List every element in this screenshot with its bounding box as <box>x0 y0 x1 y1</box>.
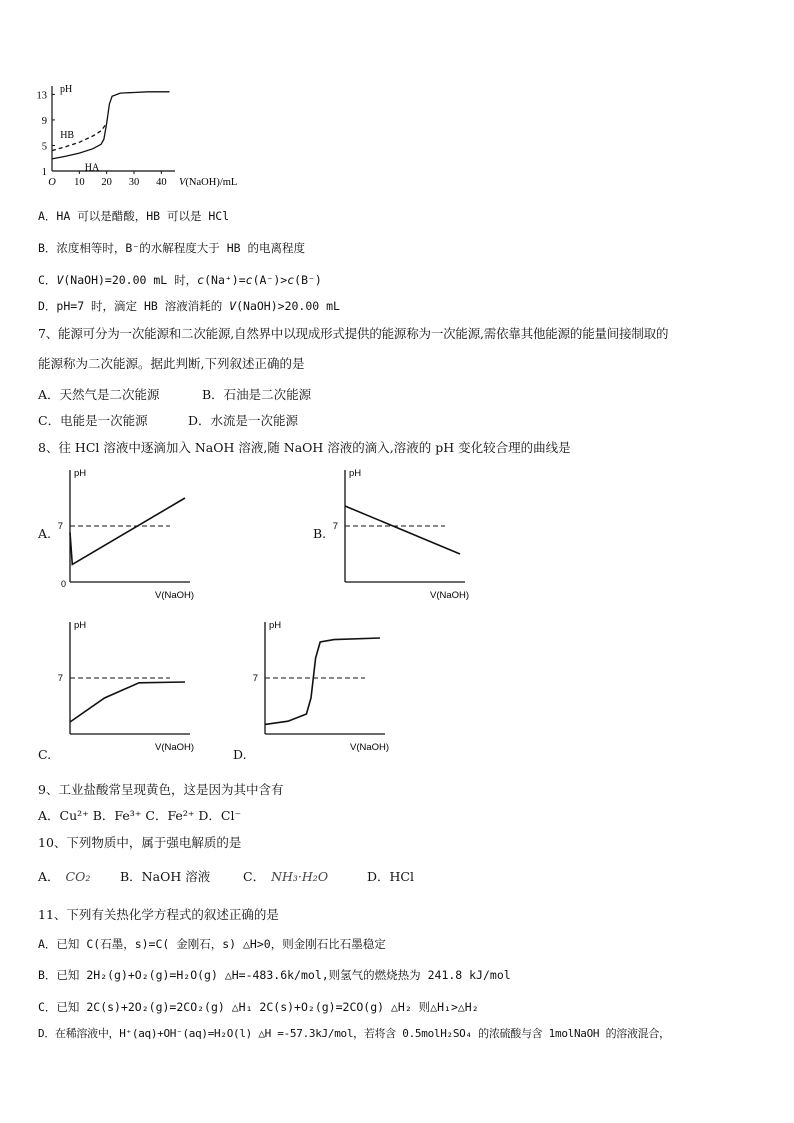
q6-option-c: C．V(NaOH)=20.00 mL 时，c(Na⁺)=c(A⁻)>c(B⁻) <box>38 273 322 287</box>
q8-label-d: D. <box>233 747 247 762</box>
q10-option-b: B．NaOH 溶液 <box>120 869 211 884</box>
series-ha-line <box>52 92 170 159</box>
x-tick-label: O <box>48 177 56 188</box>
q8-label-c: C. <box>38 747 52 762</box>
graph-b <box>330 460 480 605</box>
q10-option-a: A． CO₂ <box>38 869 91 884</box>
ph-curve <box>70 682 185 722</box>
q11-stem: 11、下列有关热化学方程式的叙述正确的是 <box>38 907 279 922</box>
y-axis-label: pH <box>349 468 362 479</box>
x-tick-label: 20 <box>101 177 112 188</box>
x-tick-label: 40 <box>156 177 167 188</box>
series-hb-label: HB <box>60 129 75 141</box>
y-axis-label: pH <box>74 468 87 479</box>
q11-option-a: A．已知 C(石墨，s)=C( 金刚石，s) △H>0，则金刚石比石墨稳定 <box>38 937 386 951</box>
q8-label-b: B. <box>313 526 327 541</box>
q11-option-b: B．已知 2H₂(g)+O₂(g)=H₂O(g) △H=-483.6k/mol,则氢气的燃烧热为 241.8 kJ/mol <box>38 968 511 982</box>
q10-option-c: C． NH₃·H₂O <box>243 869 329 884</box>
x-tick-label: 30 <box>128 177 140 188</box>
q6-option-a: A．HA 可以是醋酸，HB 可以是 HCl <box>38 209 230 223</box>
ph7-label: 7 <box>57 673 63 684</box>
q7-stem-line1: 7、能源可分为一次能源和二次能源,自然界中以现成形式提供的能源称为一次能源,需依靠其他能源的能量间接制取的 <box>38 326 669 341</box>
q11-option-d: D．在稀溶液中，H⁺(aq)+OH⁻(aq)=H₂O(l) △H =-57.3kJ/mol，若将含 0.5molH₂SO₄ 的浓硫酸与含 1molNaOH 的溶液混合， <box>38 1027 670 1040</box>
q11-option-c: C．已知 2C(s)+2O₂(g)=2CO₂(g) △H₁ 2C(s)+O₂(g)=2CO(g) △H₂ 则△H₁>△H₂ <box>38 1000 479 1014</box>
origin-label: 0 <box>60 579 66 589</box>
ph7-label: 7 <box>57 521 63 532</box>
x-axis-label: V(NaOH) <box>350 742 390 753</box>
q6-option-d: D．pH=7 时，滴定 HB 溶液消耗的 V(NaOH)>20.00 mL <box>38 299 340 313</box>
q10-option-d: D．HCl <box>367 869 414 884</box>
ph-curve <box>345 506 460 554</box>
x-tick-label: 10 <box>74 177 85 188</box>
ph7-label: 7 <box>252 673 258 684</box>
y-axis-label: pH <box>60 84 73 95</box>
q6-option-b: B．浓度相等时，B⁻的水解程度大于 HB 的电离程度 <box>38 241 305 255</box>
titration-chart <box>30 80 250 198</box>
y-tick-label: 13 <box>36 90 47 102</box>
x-axis-label: V(NaOH) <box>155 590 195 601</box>
q8-label-a: A. <box>38 526 52 541</box>
graph-c <box>55 612 205 757</box>
q9-stem: 9、工业盐酸常呈现黄色，这是因为其中含有 <box>38 782 284 797</box>
q7-option-b: B．石油是二次能源 <box>202 387 312 402</box>
ph-curve <box>265 638 380 724</box>
q10-stem: 10、下列物质中，属于强电解质的是 <box>38 835 242 850</box>
q7-option-d: D．水流是一次能源 <box>188 413 299 428</box>
y-axis-label: pH <box>74 620 87 631</box>
ph-curve <box>70 498 185 564</box>
graph-a <box>55 460 205 605</box>
y-tick-label: 5 <box>41 141 47 153</box>
q8-stem: 8、往 HCl 溶液中逐滴加入 NaOH 溶液,随 NaOH 溶液的滴入,溶液的 pH 变化较合理的曲线是 <box>38 440 571 455</box>
q9-options: A．Cu²⁺ B．Fe³⁺ C．Fe²⁺ D．Cl⁻ <box>38 808 242 823</box>
ph7-label: 7 <box>332 521 338 532</box>
y-tick-label: 1 <box>41 167 47 178</box>
graph-d <box>250 612 400 757</box>
x-axis-label: V(NaOH) <box>155 742 195 753</box>
q7-option-a: A．天然气是二次能源 <box>38 387 160 402</box>
y-tick-label: 9 <box>41 115 47 127</box>
series-ha-label: HA <box>84 162 100 174</box>
x-axis-label: V(NaOH) <box>430 590 470 601</box>
x-axis-label: V(NaOH)/mL <box>179 177 238 188</box>
q7-option-c: C．电能是一次能源 <box>38 413 148 428</box>
q7-stem-line2: 能源称为二次能源。据此判断,下列叙述正确的是 <box>38 356 305 371</box>
y-axis-label: pH <box>269 620 282 631</box>
